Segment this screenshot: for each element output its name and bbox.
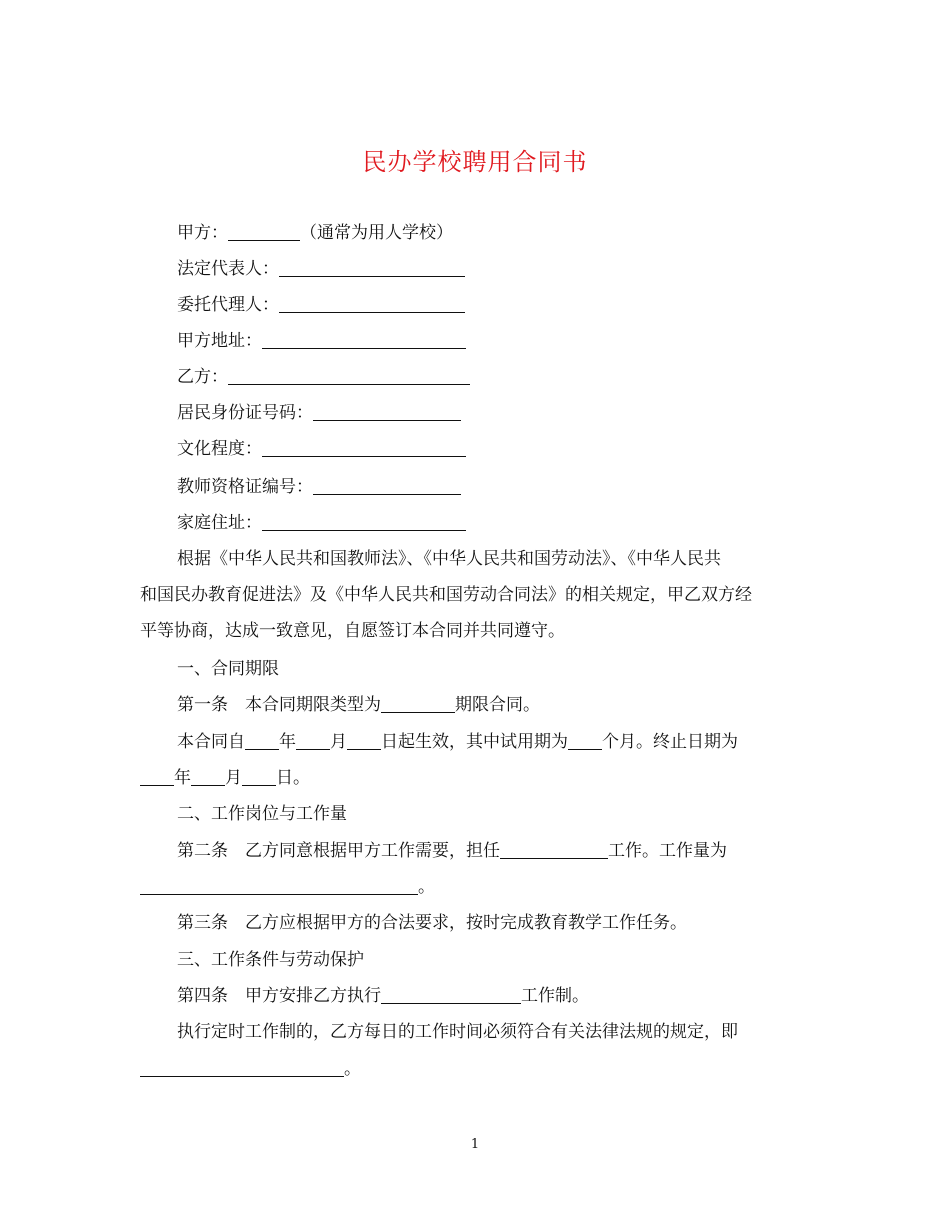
article-2-line-2 <box>140 876 820 898</box>
id-number-blank <box>313 404 461 421</box>
fixed-hours-blank <box>140 1060 344 1077</box>
start-month-blank <box>296 733 330 750</box>
article-2-prefix: 第二条 乙方同意根据甲方工作需要，担任 <box>177 841 500 861</box>
article-1-line <box>177 694 857 716</box>
workload-period: 。 <box>418 877 435 897</box>
article-3-line: 第三条 乙方应根据甲方的合法要求，按时完成教育教学工作任务。 <box>177 913 687 933</box>
article-4-line <box>177 985 857 1007</box>
section-heading-conditions: 三、工作条件与劳动保护 <box>177 950 364 970</box>
term-dates-line-2 <box>140 767 820 789</box>
fixed-hours-line-1: 执行定时工作制的，乙方每日的工作时间必须符合有关法律法规的规定，即 <box>177 1022 738 1042</box>
start-day-blank <box>347 733 381 750</box>
party-a-line <box>177 222 857 244</box>
teacher-cert-blank <box>313 478 461 495</box>
section-heading-position: 二、工作岗位与工作量 <box>177 804 347 824</box>
party-a-address-line <box>177 330 857 352</box>
end-month-label: 月 <box>225 768 242 788</box>
education-blank <box>262 440 466 457</box>
fixed-hours-period: 。 <box>344 1059 361 1079</box>
trial-months-blank <box>568 733 602 750</box>
term-dates-line-1 <box>177 731 857 753</box>
article-2-position-blank <box>500 842 608 859</box>
article-4-blank <box>381 987 521 1004</box>
start-year-label: 年 <box>279 732 296 752</box>
start-month-label: 月 <box>330 732 347 752</box>
basis-paragraph-line-1: 根据《中华人民共和国教师法》、《中华人民共和国劳动法》、《中华人民共 <box>177 549 721 569</box>
term-start-label: 本合同自 <box>177 732 245 752</box>
end-day-blank <box>242 769 276 786</box>
article-4-suffix: 工作制。 <box>521 986 589 1006</box>
document-title: 民办学校聘用合同书 <box>362 148 588 176</box>
end-day-label: 日。 <box>276 768 310 788</box>
party-a-address-label: 甲方地址： <box>177 331 262 351</box>
article-4-prefix: 第四条 甲方安排乙方执行 <box>177 986 381 1006</box>
legal-rep-blank <box>279 260 465 277</box>
start-year-blank <box>245 733 279 750</box>
basis-paragraph-line-3: 平等协商，达成一致意见，自愿签订本合同并共同遵守。 <box>140 621 565 641</box>
party-a-address-blank <box>262 332 466 349</box>
trial-end-label: 个月。终止日期为 <box>602 732 738 752</box>
end-month-blank <box>191 769 225 786</box>
party-b-line <box>177 366 857 388</box>
agent-blank <box>279 296 465 313</box>
section-heading-term: 一、合同期限 <box>177 659 279 679</box>
agent-line <box>177 294 857 316</box>
article-2-suffix: 工作。工作量为 <box>608 841 727 861</box>
article-2-line-1 <box>177 840 857 862</box>
end-year-blank <box>140 769 174 786</box>
legal-rep-label: 法定代表人： <box>177 259 279 279</box>
id-number-line <box>177 402 857 424</box>
party-b-blank <box>228 368 470 385</box>
article-1-prefix: 第一条 本合同期限类型为 <box>177 695 381 715</box>
party-a-blank <box>228 224 300 241</box>
id-number-label: 居民身份证号码： <box>177 403 313 423</box>
teacher-cert-line <box>177 476 857 498</box>
party-b-label: 乙方： <box>177 367 228 387</box>
basis-paragraph-line-2: 和国民办教育促进法》及《中华人民共和国劳动合同法》的相关规定，甲乙双方经 <box>140 585 752 605</box>
article-1-suffix: 期限合同。 <box>455 695 540 715</box>
party-a-label: 甲方： <box>177 223 228 243</box>
start-day-label: 日起生效，其中试用期为 <box>381 732 568 752</box>
legal-rep-line <box>177 258 857 280</box>
education-line <box>177 438 857 460</box>
teacher-cert-label: 教师资格证编号： <box>177 477 313 497</box>
fixed-hours-line-2 <box>140 1058 820 1080</box>
agent-label: 委托代理人： <box>177 295 279 315</box>
page-number: 1 <box>470 1137 480 1152</box>
workload-blank <box>140 878 418 895</box>
education-label: 文化程度： <box>177 439 262 459</box>
end-year-label: 年 <box>174 768 191 788</box>
article-1-blank <box>381 696 455 713</box>
party-a-note: （通常为用人学校） <box>300 223 453 243</box>
home-address-label: 家庭住址： <box>177 513 262 533</box>
home-address-blank <box>262 514 466 531</box>
home-address-line <box>177 512 857 534</box>
